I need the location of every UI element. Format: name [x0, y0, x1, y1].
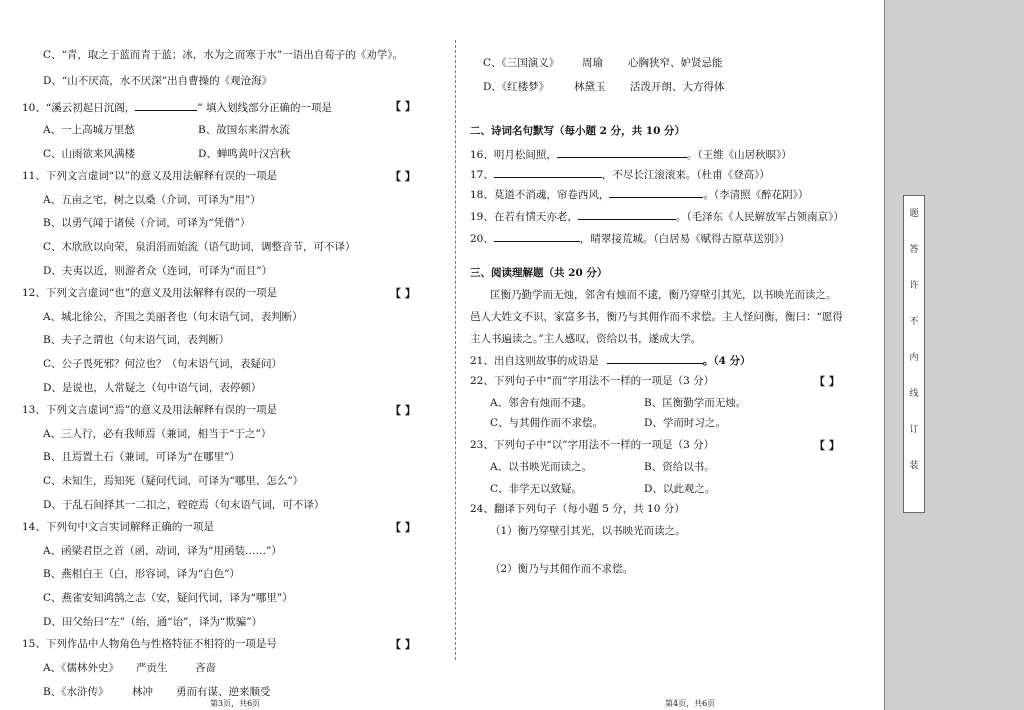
- q11-option-b: B、以勇气闻于诸侯（介词，可译为“凭借”）: [43, 217, 251, 229]
- q18-text-start: 18、莫道不消魂，帘卷西风，: [470, 189, 610, 201]
- answer-bracket-22[interactable]: 【 】: [814, 375, 840, 388]
- page-footer: 第3页，共6页: [210, 699, 261, 708]
- q9-option-d: D、“山不厌高，水不厌深”出自曹操的《观沧海》: [43, 75, 273, 87]
- q14-option-a: A、函梁君臣之首（函，动词，译为“用函装……”）: [43, 545, 282, 557]
- q15-option-d-character: 林黛玉: [574, 81, 606, 93]
- answer-bracket-23[interactable]: 【 】: [814, 439, 840, 452]
- q20-text-start: 20、: [470, 233, 494, 245]
- question-13: 13、下列文言虚词“焉”的意义及用法解释有误的一项是: [22, 404, 278, 416]
- q9-option-c: C、“青，取之于蓝而青于蓝；冰，水为之而寒于水”一语出自荀子的《劝学》。: [43, 49, 404, 61]
- q15-option-a-trait: 吝啬: [195, 662, 216, 674]
- question-11: 11、下列文言虚词“以”的意义及用法解释有误的一项是: [22, 170, 278, 182]
- q24-sentence-2: （2）衡乃与其佣作而不求偿。: [490, 563, 634, 575]
- question-19: [470, 208, 844, 224]
- q20-text-end: ，晴翠接荒城。（白居易《赋得古原草送别》）: [579, 233, 790, 245]
- q16-text-end: 。（王维《山居秋暝》）: [686, 149, 792, 161]
- answer-bracket-10[interactable]: 【 】: [390, 100, 416, 113]
- q15-option-a-character: 严贡生: [136, 662, 168, 674]
- q23-option-c: C、非学无以致疑。: [490, 483, 583, 495]
- q15-option-c-work: C、《三国演义》: [483, 57, 560, 69]
- q12-option-b: B、夫子之谓也（句末语气词，表判断）: [43, 334, 230, 346]
- question-15: 15、下列作品中人物角色与性格特征不相符的一项是号: [22, 638, 277, 650]
- q19-text-start: 19、在若有情天亦老，: [470, 211, 578, 223]
- page-divider: [455, 40, 456, 660]
- q14-option-b: B、燕相白王（白，形容词，译为“白色”）: [43, 568, 240, 580]
- q19-text-end: 。（毛泽东《人民解放军占领南京》）: [675, 211, 844, 223]
- answer-bracket-12[interactable]: 【 】: [390, 287, 416, 300]
- seal-char: 不: [909, 317, 919, 327]
- question-10: [22, 99, 332, 115]
- q10-option-c: C、山雨欲来风满楼: [43, 148, 136, 160]
- q15-option-c-character: 周瑜: [582, 57, 603, 69]
- question-18: [470, 186, 808, 202]
- question-17: [470, 166, 770, 182]
- section-3-heading: 三、阅读理解题（共 20 分）: [470, 267, 608, 279]
- seal-char: 线: [909, 389, 919, 399]
- q11-option-c: C、木欣欣以向荣，泉涓涓而始流（语气助词，调整音节，可不译）: [43, 241, 356, 253]
- q17-text-end: ，不尽长江滚滚来。（杜甫《登高》）: [601, 169, 770, 181]
- q22-option-a: A、邻舍有烛而不逮。: [490, 397, 593, 409]
- q18-text-end: 。（李清照《醉花阴》）: [703, 189, 809, 201]
- question-24: 24、翻译下列句子（每小题 5 分，共 10 分）: [470, 503, 685, 515]
- q13-option-a: A、三人行，必有我师焉（兼词，相当于“于之”）: [43, 428, 272, 440]
- q21-score: 。（4 分）: [702, 355, 751, 367]
- answer-bracket-14[interactable]: 【 】: [390, 521, 416, 534]
- question-20: [470, 230, 790, 246]
- seal-char: 答: [909, 245, 919, 255]
- q10-blank[interactable]: [135, 99, 197, 111]
- question-23: 23、下列句子中“以”字用法不一样的一项是（3 分）: [470, 439, 715, 451]
- q22-option-d: D、学而时习之。: [644, 417, 726, 429]
- q13-option-c: C、未知生，焉知死（疑问代词，可译为“哪里、怎么”）: [43, 475, 304, 487]
- q19-blank[interactable]: [578, 208, 676, 220]
- q15-option-b-work: B、《水浒传》: [43, 686, 109, 698]
- q13-option-d: D、于乱石间择其一二扣之，硿硿焉（句末语气词，可不译）: [43, 499, 325, 511]
- answer-bracket-11[interactable]: 【 】: [390, 170, 416, 183]
- q15-option-d-work: D、《红楼梦》: [483, 81, 550, 93]
- q21-blank[interactable]: [607, 352, 703, 364]
- q18-blank[interactable]: [609, 186, 703, 198]
- q14-option-c: C、燕雀安知鸿鹄之志（安，疑问代词，译为“哪里”）: [43, 592, 293, 604]
- seal-char: 题: [909, 209, 919, 219]
- page-footer: 第4页，共6页: [665, 699, 716, 708]
- q11-option-a: A、五亩之宅，树之以桑（介词，可译为“用”）: [43, 194, 261, 206]
- q10-stem-end: ” 填入划线部分正确的一项是: [197, 102, 332, 114]
- q15-option-d-trait: 活泼开朗、大方得体: [630, 81, 725, 93]
- q12-option-d: D、是说也，人常疑之（句中语气词，表停顿）: [43, 382, 262, 394]
- q23-option-b: B、资给以书。: [644, 461, 715, 473]
- section-2-heading: 二、诗词名句默写（每小题 2 分，共 10 分）: [470, 125, 686, 137]
- question-21: [470, 352, 751, 368]
- q10-stem-start: 10、“溪云初起日沉阁，: [22, 102, 136, 114]
- q23-option-a: A、以书映光而读之。: [490, 461, 593, 473]
- passage-line-2: 邑人大姓文不识，家富多书，衡乃与其佣作而不求偿。主人怪问衡，衡曰：“愿得: [470, 311, 843, 323]
- seal-char: 装: [909, 461, 919, 471]
- q21-text-start: 21、出自这则故事的成语是: [470, 355, 599, 367]
- right-page: [458, 0, 883, 710]
- question-12: 12、下列文言虚词“也”的意义及用法解释有误的一项是: [22, 287, 278, 299]
- q16-text-start: 16、明月松间照，: [470, 149, 557, 161]
- q12-option-a: A、城北徐公，齐国之美丽者也（句末语气词，表判断）: [43, 311, 303, 323]
- seal-char: 许: [909, 281, 919, 291]
- seal-line-box: [903, 195, 925, 513]
- left-page: [0, 0, 455, 710]
- passage-line-1: 匡衡乃勤学而无烛，邻舍有烛而不逮，衡乃穿壁引其光，以书映光而读之。: [490, 289, 837, 301]
- question-22: 22、下列句子中“而”字用法不一样的一项是（3 分）: [470, 375, 715, 387]
- seal-char: 订: [909, 425, 919, 435]
- q20-blank[interactable]: [494, 230, 580, 242]
- q24-sentence-1: （1）衡乃穿壁引其光，以书映光而读之。: [490, 525, 686, 537]
- q22-option-b: B、匡衡勤学而无烛。: [644, 397, 747, 409]
- q17-text-start: 17、: [470, 169, 494, 181]
- answer-bracket-13[interactable]: 【 】: [390, 404, 416, 417]
- seal-char: 内: [909, 353, 919, 363]
- q10-option-d: D、蝉鸣黄叶汉宫秋: [198, 148, 291, 160]
- q12-option-c: C、公子畏死邪？何泣也？（句末语气词，表疑问）: [43, 358, 283, 370]
- q15-option-c-trait: 心胸狭窄、妒贤忌能: [628, 57, 723, 69]
- q16-blank[interactable]: [557, 146, 687, 158]
- q10-option-b: B、故国东来渭水流: [198, 124, 290, 136]
- q15-option-b-trait: 勇而有谋、逆来顺受: [176, 686, 271, 698]
- q14-option-d: D、田父绐曰“左”（绐，通“诒”，译为“欺骗”）: [43, 616, 263, 628]
- q17-blank[interactable]: [494, 166, 602, 178]
- q22-option-c: C、与其佣作而不求偿。: [490, 417, 604, 429]
- answer-bracket-15[interactable]: 【 】: [390, 638, 416, 651]
- q15-option-b-character: 林冲: [132, 686, 153, 698]
- passage-line-3: 主人书遍读之。”主人感叹，资给以书，遂成大学。: [470, 333, 702, 345]
- question-16: [470, 146, 792, 162]
- q23-option-d: D、以此观之。: [644, 483, 716, 495]
- q11-option-d: D、夫夷以近，则游者众（连词，可译为“而且”）: [43, 265, 273, 277]
- q13-option-b: B、且焉置土石（兼词，可译为“在哪里”）: [43, 451, 240, 463]
- q10-option-a: A、一上高城万里愁: [43, 124, 135, 136]
- question-14: 14、下列句中文言实词解释正确的一项是: [22, 521, 214, 533]
- q15-option-a-work: A、《儒林外史》: [43, 662, 119, 674]
